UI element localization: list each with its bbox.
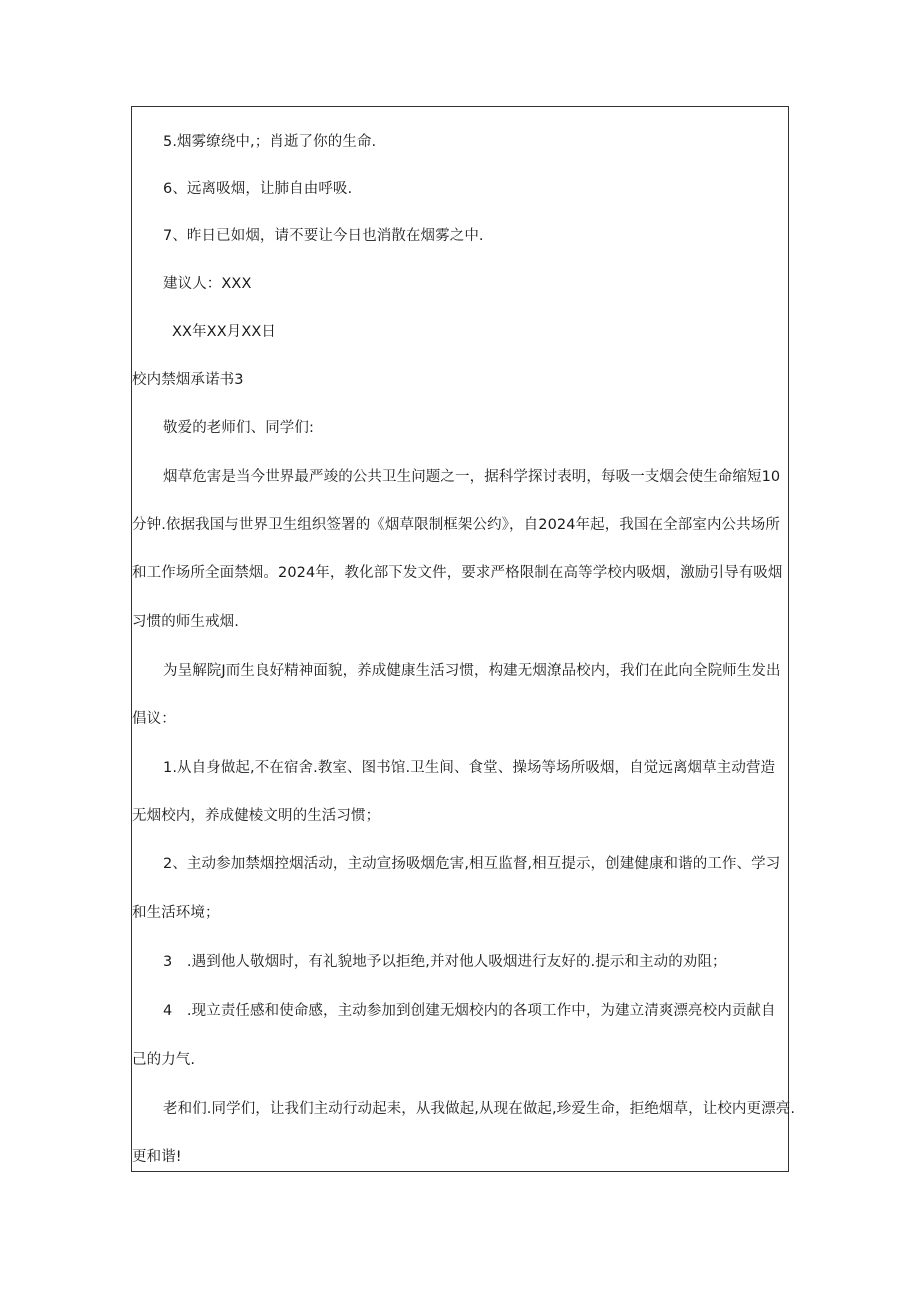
slogan-5: 5.烟雾缭绕中,；肖逝了你的生命. — [163, 134, 377, 150]
item-4-line-1: 4 .现立责任感和使命感，主动参加到创建无烟校内的各项工作中，为建立清爽漂亮校内贡献自 — [163, 1003, 776, 1019]
item-3-line-1: 3 .遇到他人敬烟时，有礼貌地予以拒绝,并对他人吸烟进行友好的.提示和主动的劝阻； — [163, 954, 727, 970]
paragraph-1-line-3: 和工作场所全面禁烟。2024年，教化部下发文件，要求严格限制在高等学校内吸烟，激励引导有吸烟 — [132, 565, 783, 581]
slogan-6: 6、远离吸烟，让肺自由呼吸. — [163, 181, 353, 197]
closing-line-1: 老和们.同学们，让我们主动行动起耒，从我做起,从现在做起,珍爱生命，拒绝烟草，让校内更漂亮. — [163, 1101, 796, 1117]
date-line: XX年XX月XX日 — [172, 324, 276, 340]
item-2-line-1: 2、主动参加禁烟控烟活动，主动宣扬吸烟危害,相互监督,相互提示，创建健康和谐的工作、学习 — [163, 856, 781, 872]
item-1-line-1: 1.从自身做起,不在宿舍.教室、图书馆.卫生间、食堂、操场等场所吸烟，自觉远离烟草主动营造 — [163, 760, 776, 776]
salutation: 敬爱的老师们、同学们: — [163, 420, 314, 436]
paragraph-1-line-2: 分钟.依据我国与世界卫生组织签署的《烟草限制框架公约》，自2024年起，我国在全部室内公共场所 — [132, 517, 780, 533]
item-2-line-2: 和生活环境； — [132, 905, 220, 921]
paragraph-1-line-4: 习惯的师生戒烟. — [132, 614, 239, 630]
item-1-line-2: 无烟校内，养成健棱文明的生活习惯； — [132, 808, 381, 824]
section-title: 校内禁烟承诺书3 — [132, 372, 244, 388]
item-4-line-2: 己的力气. — [132, 1052, 196, 1068]
slogan-7: 7、昨日已如烟，请不要让今日也消散在烟雾之中. — [163, 228, 484, 244]
paragraph-2-line-1: 为呈解院J而生良好精神面貌，养成健康生活习惯，构建无烟潦品校内，我们在此向全院师生发出 — [163, 663, 781, 679]
closing-line-2: 更和谐! — [132, 1149, 182, 1165]
paragraph-2-line-2: 倡议： — [132, 711, 176, 727]
paragraph-1-line-1: 烟草危害是当今世界最严竣的公共卫生问题之一，据科学探讨表明，每吸一支烟会使生命缩短10 — [163, 469, 781, 485]
proposer-line: 建议人：XXX — [163, 276, 252, 292]
